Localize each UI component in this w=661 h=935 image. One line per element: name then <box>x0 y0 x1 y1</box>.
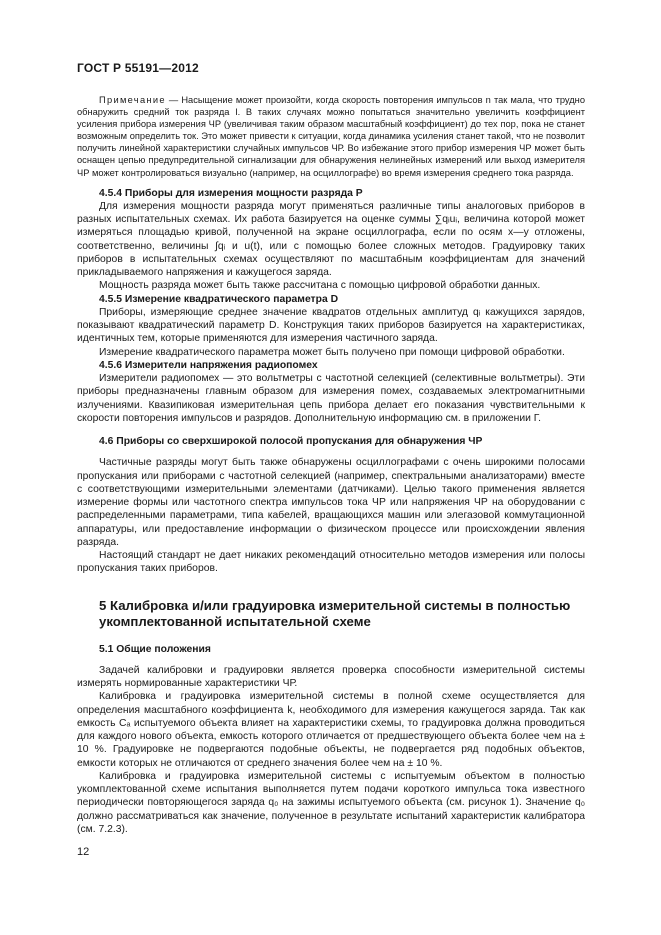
section-5-1-paragraph-3: Калибровка и градуировка измерительной системы с испытуемым объектом в полностью укомплектованной схеме испытания выполняется путем подачи короткого импульса тока известного периодически повторяющегося заряда q₀ на зажимы испытуемого объекта (см. рисунок 1). Значение q₀ должно рассматриваться как значение, полученное в результате испытаний характеристик калибратора (см. 7.2.3). <box>77 770 585 835</box>
section-5-1-paragraph-1: Задачей калибровки и градуировки является проверка способности измерительной системы измерять нормированные характеристики ЧР. <box>77 664 585 690</box>
note-text: — Насыщение может произойти, когда скорость повторения импульсов n так мала, что трудно обнаружить средний ток разряда I. В таких случаях можно попытаться значительно увеличить коэффициент усиления прибора измерения ЧР (увеличивая таким образом масштабный коэффициент) до тех пор, пока не станет возможным определить ток. Это может привести к ситуации, когда динамика усиления станет такой, что не позволит получить линейной характеристики случайных импульсов ЧР. Во избежание этого прибор измерения ЧР может быть оснащен цепью предупредительной сигнализации для обнаружения нелинейных измерений или выход измерителя ЧР может контролироваться визуально (например, на осциллографе) во время измерения среднего тока разряда. <box>77 95 585 178</box>
section-5-title: 5 Калибровка и/или градуировка измерительной системы в полностью укомплектованной испытательной схеме <box>99 597 571 630</box>
section-4-6-paragraph-1: Частичные разряды могут быть также обнаружены осциллографами с очень широкими полосами пропускания или приборами с частотной селекцией (например, спектральными анализаторами) вместе с соответствующими измерительными элементами (датчиками). Целью такого применения является измерение формы или частотного спектра импульсов тока ЧР или напряжения ЧР на оборудовании с распределенными параметрами, типа кабелей, вращающихся машин или элегазовой коммутационной аппаратуры, или предоставление информации о физическом процессе или происхождении явления разряда. <box>77 457 585 548</box>
section-5-1-title: 5.1 Общие положения <box>99 643 211 655</box>
section-4-5-6-paragraph-1: Измерители радиопомех — это вольтметры с частотной селекцией (селективные вольтметры). Эти приборы предназначены главным образом для измерения помех, создаваемых электромагнитными излучениями. Квазипиковая измерительная цепь прибора делает его показания чувствительными к скорости повторения импульсов и разрядов. Дополнительную информацию см. в приложении Г. <box>77 373 585 424</box>
note-paragraph <box>77 94 585 179</box>
section-4-5-5-title: 4.5.5 Измерение квадратического параметра D <box>99 293 339 305</box>
standard-code: ГОСТ Р 55191—2012 <box>77 61 199 75</box>
section-4-5-4-title: 4.5.4 Приборы для измерения мощности разряда P <box>99 187 363 199</box>
section-4-5-5-paragraph-2: Измерение квадратического параметра может быть получено при помощи цифровой обработки. <box>99 346 565 358</box>
note-label: Примечание <box>99 95 166 105</box>
section-5-1-paragraph-2: Калибровка и градуировка измерительной системы в полной схеме осуществляется для определения масштабного коэффициента k, необходимого для измерения кажущегося заряда. Так как емкость Cₐ испытуемого объекта влияет на характеристики схемы, то градуировка должна проводиться для каждого нового объекта, емкость которого отличается от предшествующего объекта более чем на ± 10 %. Градуировке не подвергаются подобные объекты, не подвергается ряд подобных объектов, емкости которых не отличаются от среднего значения более чем на ± 10 %. <box>77 691 585 769</box>
section-4-5-4-paragraph-1: Для измерения мощности разряда могут применяться различные типы аналоговых приборов в разных испытательных схемах. Их работа базируется на оценке суммы ∑qᵢuᵢ, величина которой может измеряться площадью кривой, полученной на экране осциллографа, если по осям x—y отложены, соответственно, величины ∫qᵢ и u(t), или с помощью более сложных методов. Градуировку таких приборов в испытательных схемах осуществляют по масштабным коэффициентам для значений прикладываемого напряжения и кажущегося заряда. <box>77 200 585 279</box>
section-4-6-paragraph-2: Настоящий стандарт не дает никаких рекомендаций относительно методов измерения или полосы пропускания таких приборов. <box>77 550 585 575</box>
section-4-6-title: 4.6 Приборы со сверхширокой полосой пропускания для обнаружения ЧР <box>99 436 483 448</box>
page-number: 12 <box>77 846 90 858</box>
page-content <box>77 94 585 836</box>
section-4-5-5-paragraph-1: Приборы, измеряющие среднее значение квадратов отдельных амплитуд qᵢ кажущихся зарядов, показывают квадратический параметр D. Конструкция таких приборов базируется на характеристиках, идентичных тем, которые применяются для измерения частичного заряда. <box>77 306 585 345</box>
section-4-5-6-title: 4.5.6 Измерители напряжения радиопомех <box>99 359 318 371</box>
section-4-5-4-paragraph-2: Мощность разряда может быть также рассчитана с помощью цифровой обработки данных. <box>99 280 541 292</box>
